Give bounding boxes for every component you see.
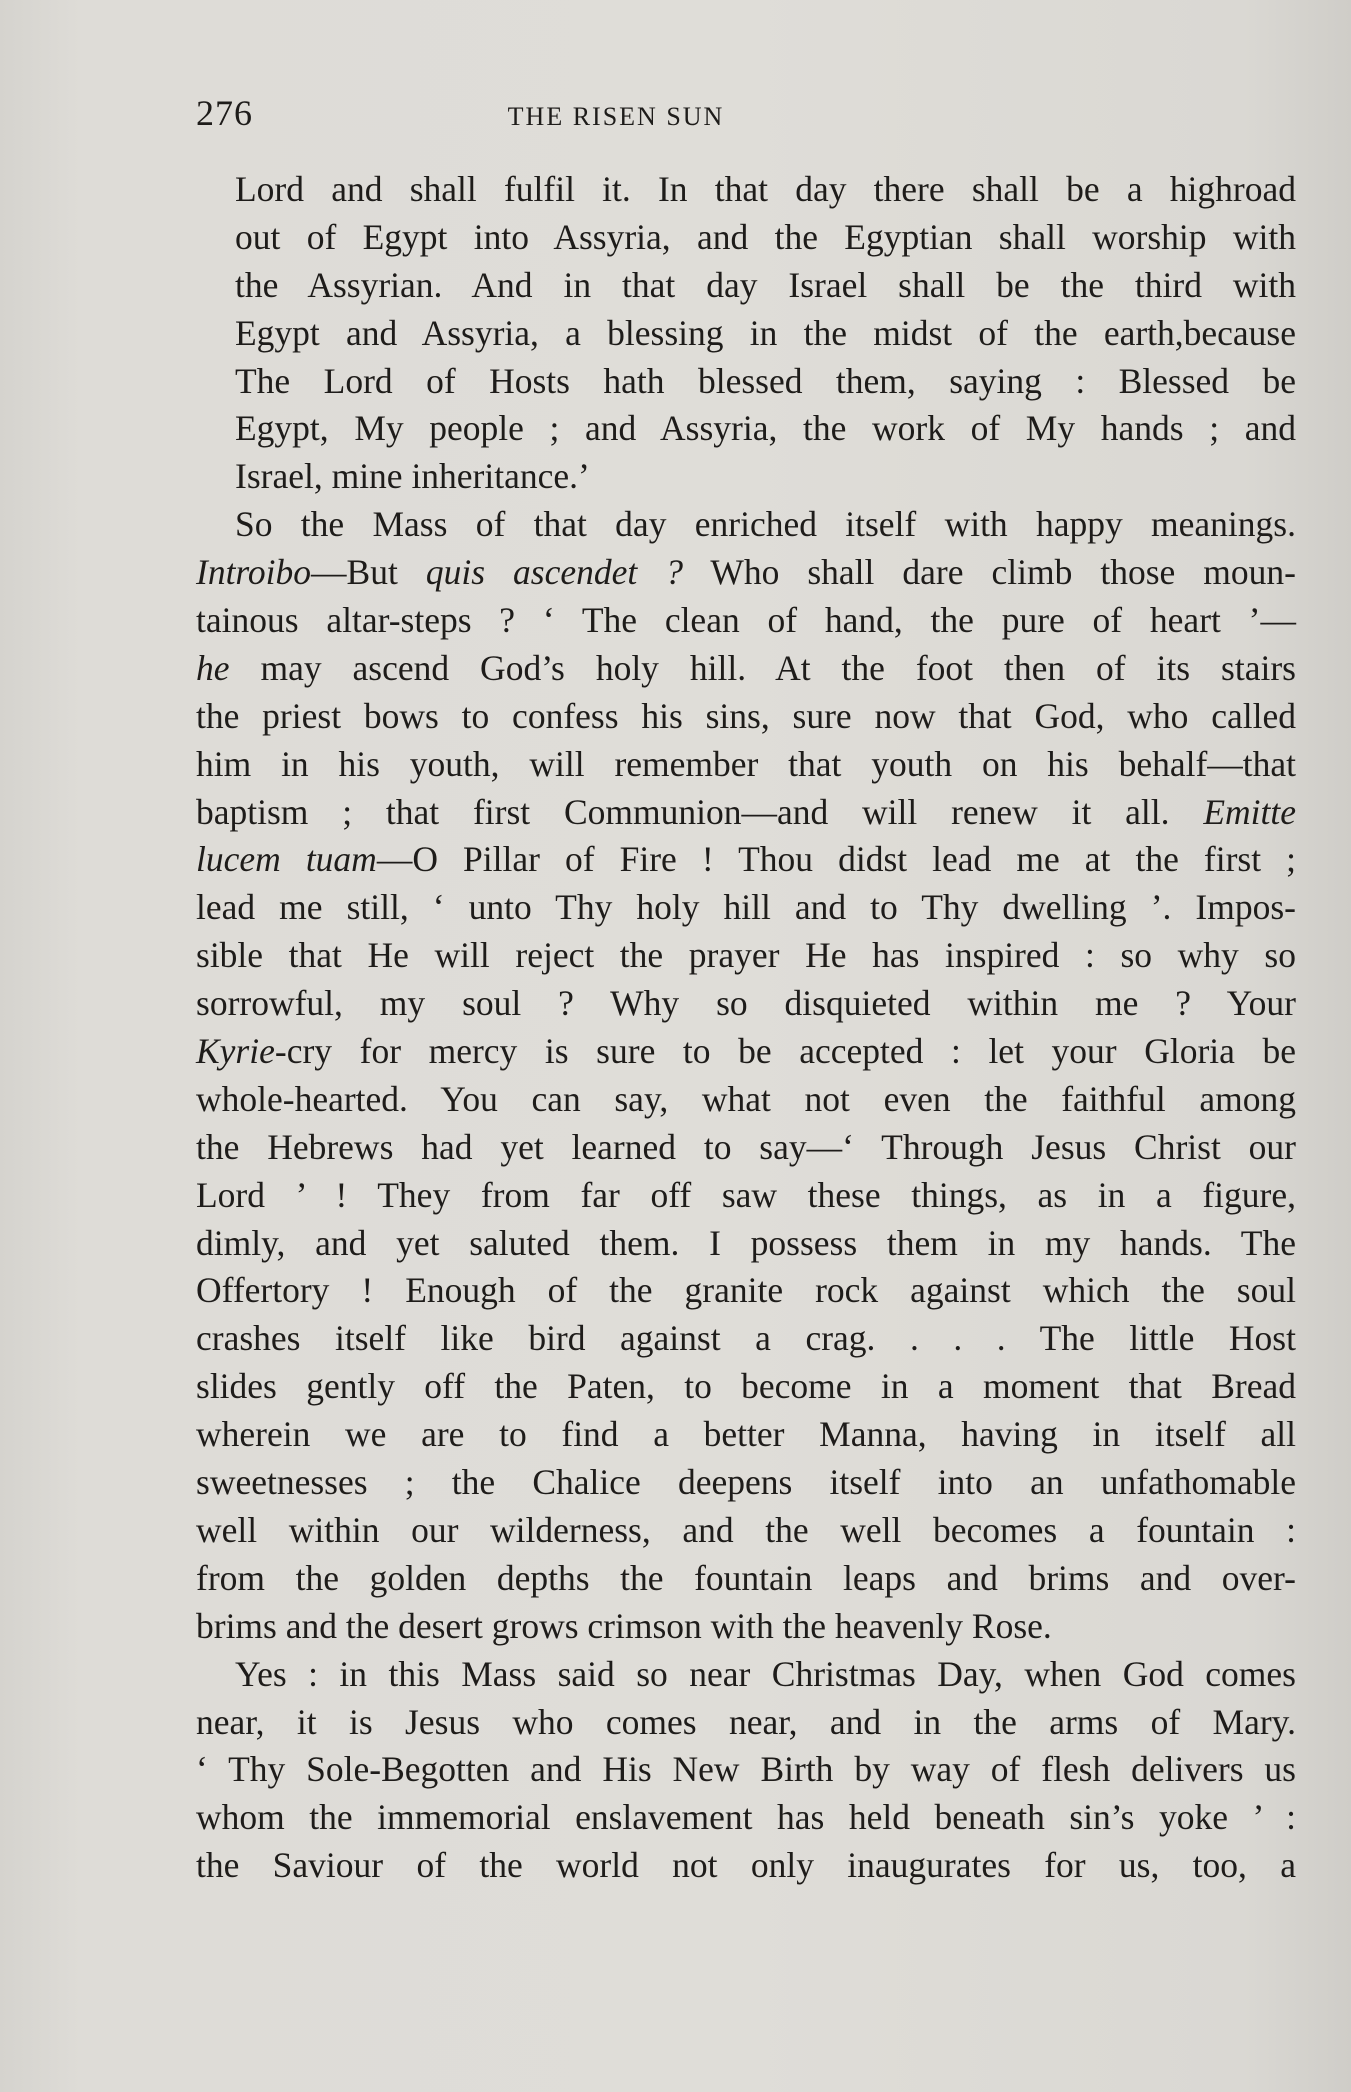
text-segment: baptism ; that first Communion—and will renew it all. — [196, 791, 1204, 832]
text-segment: ‘ Thy Sole-Begotten and His New Birth by way of flesh delivers us — [196, 1749, 1296, 1790]
text-segment: crashes itself like bird against a crag. . . . The little Host — [196, 1318, 1296, 1359]
text-line — [196, 789, 1296, 837]
text-segment: sweetnesses ; the Chalice deepens itself into an unfathomable — [196, 1462, 1296, 1503]
text-segment: Egypt and Assyria, a blessing in the midst of the earth,because — [235, 312, 1296, 353]
text-line — [196, 405, 1296, 453]
text-segment: well within our wilderness, and the well becomes a fountain : — [196, 1509, 1296, 1550]
text-line — [196, 310, 1296, 358]
text-segment: slides gently off the Paten, to become in a moment that Bread — [196, 1366, 1296, 1407]
text-segment: may ascend God’s holy hill. At the foot then of its stairs — [229, 647, 1296, 688]
text-line — [196, 1220, 1296, 1268]
page-number: 276 — [196, 93, 253, 133]
text-line — [196, 262, 1296, 310]
text-segment: Egypt, My people ; and Assyria, the work of My hands ; and — [235, 408, 1296, 449]
text-segment: So the Mass of that day enriched itself with happy meanings. — [235, 504, 1296, 545]
text-line — [196, 1124, 1296, 1172]
text-segment: The Lord of Hosts hath blessed them, saying : Blessed be — [235, 360, 1296, 401]
text-segment: Offertory ! Enough of the granite rock against which the soul — [196, 1270, 1296, 1311]
text-segment: dimly, and yet saluted them. I possess them in my hands. The — [196, 1222, 1296, 1263]
text-line — [196, 1459, 1296, 1507]
text-line — [196, 1842, 1296, 1890]
text-line — [196, 453, 1296, 501]
text-segment: tainous altar-steps ? ‘ The clean of hand, the pure of heart ’— — [196, 600, 1296, 641]
text-segment: out of Egypt into Assyria, and the Egyptian shall worship with — [235, 216, 1296, 257]
text-segment: Lord and shall fulfil it. In that day there shall be a highroad — [235, 169, 1296, 209]
text-line — [196, 932, 1296, 980]
italic-text: Introibo — [196, 552, 312, 593]
text-segment: the Hebrews had yet learned to say—‘ Through Jesus Christ our — [196, 1126, 1296, 1167]
text-line — [196, 1603, 1296, 1651]
text-line — [196, 1746, 1296, 1794]
text-line — [196, 358, 1296, 406]
text-line — [196, 1363, 1296, 1411]
italic-text: Kyrie — [196, 1031, 275, 1072]
text-segment: whom the immemorial enslavement has held beneath sin’s yoke ’ : — [196, 1797, 1296, 1838]
text-segment: near, it is Jesus who comes near, and in the arms of Mary. — [196, 1701, 1296, 1742]
text-line — [196, 549, 1296, 597]
running-title: THE RISEN SUN — [507, 102, 725, 131]
italic-text: he — [196, 647, 230, 688]
text-line — [196, 1267, 1296, 1315]
text-line — [196, 741, 1296, 789]
text-line — [196, 836, 1296, 884]
text-segment: lead me still, ‘ unto Thy holy hill and to Thy dwelling ’. Impos- — [196, 887, 1296, 928]
text-segment: the Saviour of the world not only inaugurates for us, too, a — [196, 1845, 1296, 1886]
text-line — [196, 1076, 1296, 1124]
text-segment: the priest bows to confess his sins, sure now that God, who called — [196, 695, 1296, 736]
text-line — [196, 1028, 1296, 1076]
body-text — [196, 166, 1296, 1890]
text-line — [196, 693, 1296, 741]
text-line — [196, 1555, 1296, 1603]
text-line — [196, 1699, 1296, 1747]
text-segment: sible that He will reject the prayer He has inspired : so why so — [196, 935, 1296, 976]
text-segment: —O Pillar of Fire ! Thou didst lead me at the first ; — [376, 839, 1296, 880]
italic-text: Emitte — [1203, 791, 1296, 832]
text-line — [196, 1507, 1296, 1555]
text-segment: the Assyrian. And in that day Israel shall be the third with — [235, 264, 1296, 305]
text-line — [196, 501, 1296, 549]
text-segment: Yes : in this Mass said so near Christmas Day, when God comes — [235, 1653, 1296, 1694]
text-line — [196, 166, 1296, 214]
text-segment: brims and the desert grows crimson with the heavenly Rose. — [196, 1605, 1052, 1646]
text-line — [196, 1315, 1296, 1363]
text-line — [196, 1651, 1296, 1699]
text-segment: sorrowful, my soul ? Why so disquieted within me ? Your — [196, 983, 1296, 1024]
italic-text: lucem tuam — [196, 839, 377, 880]
text-segment: Lord ’ ! They from far off saw these things, as in a figure, — [196, 1174, 1296, 1215]
text-line — [196, 214, 1296, 262]
text-segment: whole-hearted. You can say, what not even the faithful among — [196, 1078, 1296, 1119]
text-line — [196, 645, 1296, 693]
text-segment: Israel, mine inheritance.’ — [235, 456, 590, 497]
text-segment: —But — [311, 552, 426, 593]
text-segment: wherein we are to find a better Manna, having in itself all — [196, 1414, 1296, 1455]
text-segment: him in his youth, will remember that youth on his behalf—that — [196, 743, 1296, 784]
italic-text: quis ascendet ? — [425, 552, 683, 593]
text-segment: from the golden depths the fountain leaps and brims and over- — [196, 1557, 1296, 1598]
page-header — [196, 92, 1296, 142]
text-line — [196, 597, 1296, 645]
text-segment: -cry for mercy is sure to be accepted : let your Gloria be — [274, 1031, 1296, 1072]
text-line — [196, 1411, 1296, 1459]
text-segment: Who shall dare climb those moun- — [682, 552, 1296, 593]
text-line — [196, 884, 1296, 932]
text-line — [196, 980, 1296, 1028]
text-line — [196, 1794, 1296, 1842]
text-line — [196, 1172, 1296, 1220]
